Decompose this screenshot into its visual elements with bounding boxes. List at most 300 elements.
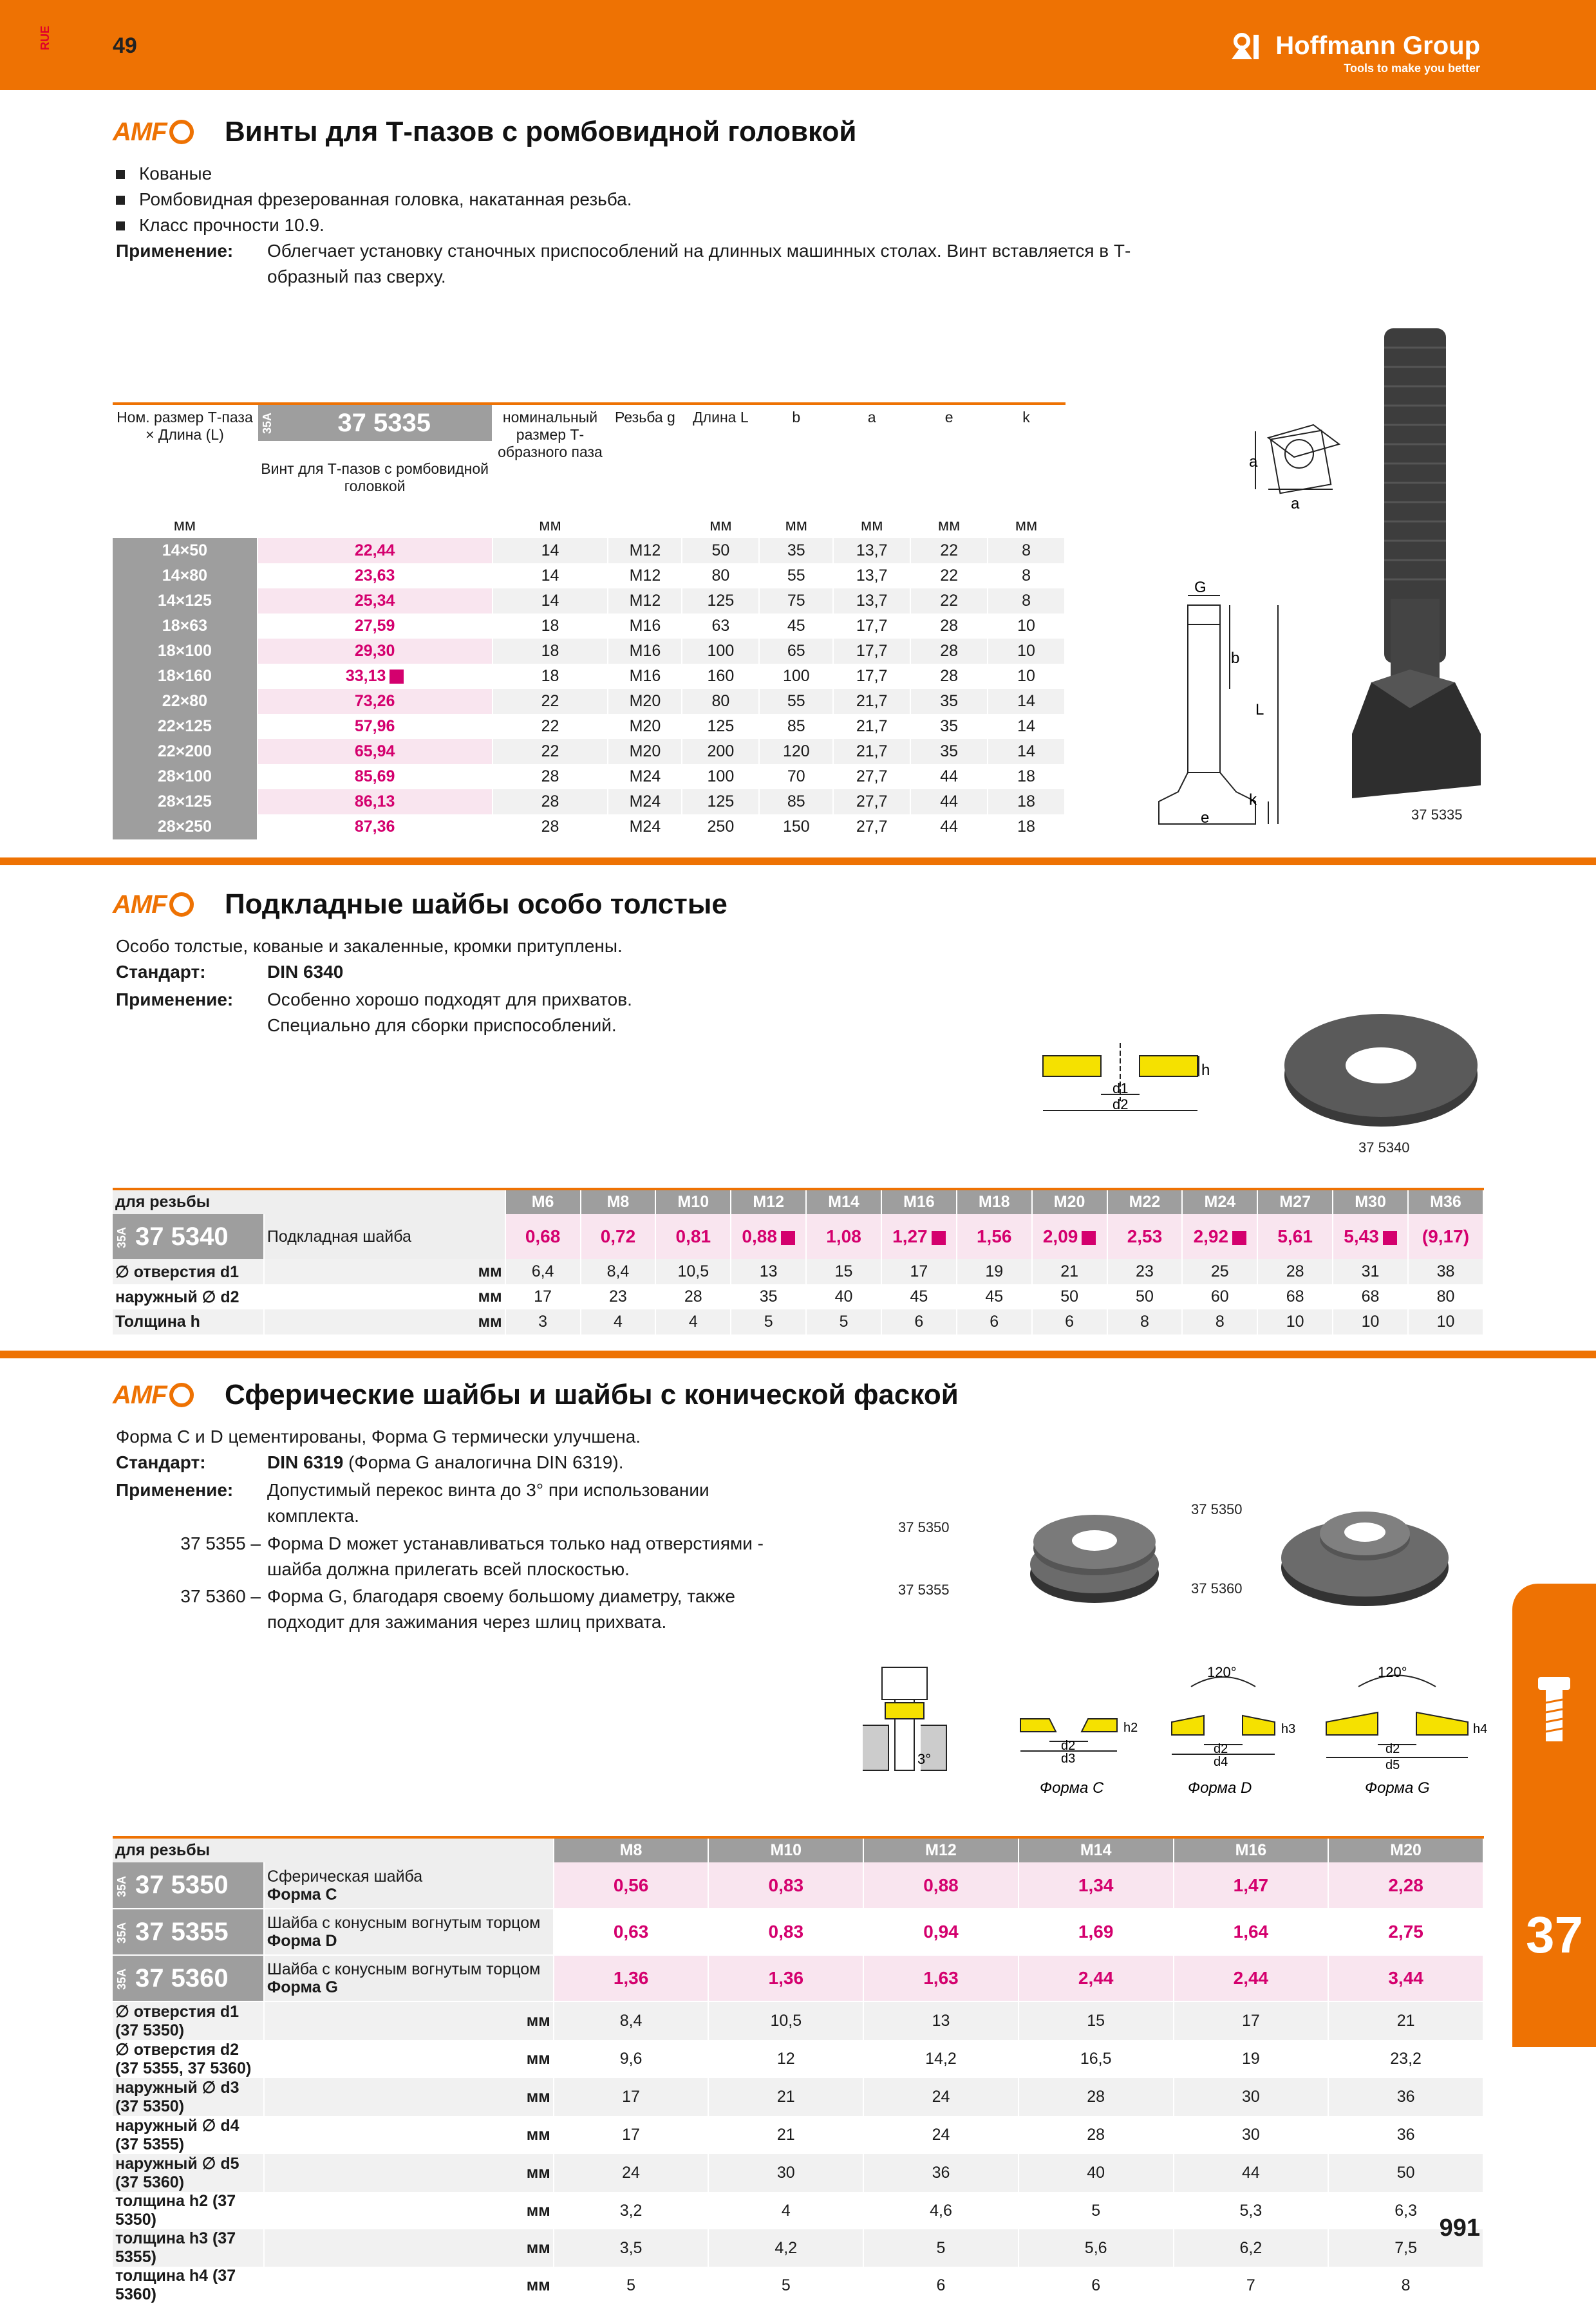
row-label: Толщина h <box>113 1309 264 1335</box>
thread-size: M12 <box>863 1837 1019 1862</box>
price-cell <box>1257 1214 1333 1259</box>
value-cell <box>910 588 988 613</box>
value-cell: 45 <box>957 1284 1032 1309</box>
svg-text:d2: d2 <box>1385 1742 1400 1756</box>
value-cell <box>910 764 988 789</box>
cell-text: M12 <box>629 567 661 585</box>
table-row <box>113 2116 1483 2154</box>
value-cell: 5 <box>1019 2192 1174 2229</box>
image-label-375340: 37 5340 <box>1358 1139 1410 1156</box>
value-cell <box>833 764 910 789</box>
cell-text: 80 <box>711 567 730 585</box>
thread-size: M10 <box>655 1189 731 1214</box>
value-cell <box>833 739 910 764</box>
value-cell: 12 <box>708 2040 863 2078</box>
price-cell <box>258 814 493 839</box>
table-row <box>113 814 1065 839</box>
section-2-standard <box>116 959 975 985</box>
thread-size: M20 <box>1328 1837 1483 1862</box>
value-cell <box>759 714 833 739</box>
size-cell <box>113 563 258 588</box>
value-cell: 14,2 <box>863 2040 1019 2078</box>
cell-text: 50 <box>711 541 730 559</box>
table-row <box>113 639 1065 664</box>
t-slot-screw-illustration <box>1152 322 1564 827</box>
dim-d2-label: d2 <box>1113 1096 1129 1112</box>
value-cell <box>682 739 759 764</box>
application-text: Допустимый перекос винта до 3° при использовании комплекта. <box>267 1480 709 1526</box>
cell-text: 14 <box>541 567 559 585</box>
dim-l-label: L <box>1255 701 1264 718</box>
header-slot: номинальный размер Т-образного паза <box>493 404 608 513</box>
value-cell: 25 <box>1182 1259 1257 1284</box>
price-cell <box>258 588 493 613</box>
value-cell <box>833 714 910 739</box>
size-cell <box>113 714 258 739</box>
value-cell <box>988 764 1065 789</box>
section-3-table <box>113 1836 1484 2304</box>
price-cell: 1,64 <box>1174 1909 1329 1955</box>
catalog-code: 35A <box>115 1227 128 1249</box>
dim-d1-label: d1 <box>1113 1080 1129 1096</box>
value-cell <box>759 689 833 714</box>
cell-text: 0,88 <box>742 1226 777 1246</box>
value-cell: 8,4 <box>581 1259 656 1284</box>
unit-cell: мм <box>833 513 910 538</box>
row-label: ∅ отверстия d2 (37 5355, 37 5360) <box>113 2040 264 2078</box>
brand-name: Hoffmann Group <box>1275 31 1480 60</box>
row-unit: мм <box>264 2267 554 2304</box>
value-cell <box>988 639 1065 664</box>
cell-text: 1,56 <box>976 1226 1012 1246</box>
value-cell: 6,2 <box>1174 2229 1329 2267</box>
cell-text: M16 <box>629 642 661 660</box>
value-cell: 40 <box>806 1284 881 1309</box>
value-cell: 6 <box>863 2267 1019 2304</box>
value-cell <box>493 639 608 664</box>
table-row <box>113 613 1065 639</box>
thread-label: для резьбы <box>113 1189 505 1214</box>
row-label: толщина h4 (37 5360) <box>113 2267 264 2304</box>
value-cell: 45 <box>881 1284 957 1309</box>
value-cell <box>910 789 988 814</box>
value-cell <box>759 563 833 588</box>
price-cell <box>258 639 493 664</box>
value-cell <box>682 714 759 739</box>
amf-logo-icon: AMF <box>113 117 209 147</box>
cell-text: 125 <box>707 792 735 810</box>
price-cell: 2,44 <box>1174 1955 1329 2001</box>
value-cell <box>988 563 1065 588</box>
value-cell: 10 <box>1408 1309 1483 1335</box>
cell-text: 14×50 <box>162 541 208 559</box>
cell-text: 0,81 <box>675 1226 711 1246</box>
row-unit: мм <box>264 1309 505 1335</box>
value-cell <box>988 664 1065 689</box>
value-cell: 50 <box>1328 2154 1483 2192</box>
dim-k-label: k <box>1249 791 1257 809</box>
hoffmann-logo-icon <box>1230 31 1269 61</box>
table-row <box>113 764 1065 789</box>
section-separator <box>0 1351 1596 1358</box>
value-cell <box>988 588 1065 613</box>
description-text: Шайба с конусным вогнутым торцом <box>267 1960 541 1978</box>
cell-text: 70 <box>787 767 805 785</box>
header-k: k <box>988 404 1065 513</box>
value-cell <box>833 689 910 714</box>
value-cell: 15 <box>806 1259 881 1284</box>
value-cell <box>910 814 988 839</box>
article-row <box>113 1955 1483 2001</box>
value-cell <box>493 764 608 789</box>
cell-text: 23,63 <box>354 567 395 585</box>
value-cell: 5 <box>731 1309 806 1335</box>
value-cell <box>493 588 608 613</box>
header-size: Ном. размер Т-паза × Длина (L) <box>113 404 258 513</box>
value-cell: 6 <box>881 1309 957 1335</box>
price-cell: 0,94 <box>863 1909 1019 1955</box>
form-c-label: Форма C <box>1040 1779 1104 1797</box>
chapter-tab[interactable] <box>1512 1584 1596 2047</box>
value-cell <box>988 814 1065 839</box>
price-cell <box>258 563 493 588</box>
cell-text: 5,61 <box>1277 1226 1313 1246</box>
cell-text: 25,34 <box>354 592 395 610</box>
cell-text: 120 <box>782 742 810 760</box>
cell-text: 100 <box>707 767 735 785</box>
cell-text: 18 <box>541 617 559 635</box>
price-cell <box>258 613 493 639</box>
price-cell: 3,44 <box>1328 1955 1483 2001</box>
cell-text: 18 <box>541 667 559 685</box>
value-cell: 5,3 <box>1174 2192 1329 2229</box>
conical-washer-photo <box>1278 1494 1452 1609</box>
description-text: Сферическая шайба <box>267 1867 423 1886</box>
thread-header-row <box>113 1189 1483 1214</box>
value-cell <box>910 739 988 764</box>
cell-text: M20 <box>629 717 661 735</box>
price-cell: 2,28 <box>1328 1862 1483 1909</box>
value-cell: 21 <box>1032 1259 1107 1284</box>
value-cell <box>759 764 833 789</box>
article-description <box>264 1909 554 1955</box>
value-cell <box>988 613 1065 639</box>
cell-text: (9,17) <box>1422 1226 1470 1246</box>
cell-text: 14 <box>1017 692 1035 710</box>
cell-text: 28 <box>940 617 958 635</box>
value-cell: 21 <box>708 2116 863 2154</box>
cell-text: 14 <box>1017 742 1035 760</box>
value-cell <box>833 538 910 563</box>
size-cell <box>113 689 258 714</box>
image-label-375335: 37 5335 <box>1411 807 1463 823</box>
image-label: 37 5355 <box>898 1582 950 1598</box>
cell-text: 8 <box>1022 541 1031 559</box>
tilt-angle-label: 3° <box>917 1751 932 1767</box>
value-cell: 15 <box>1019 2001 1174 2040</box>
value-cell: 6 <box>1032 1309 1107 1335</box>
price-cell: 1,34 <box>1019 1862 1174 1909</box>
row-unit: мм <box>264 2154 554 2192</box>
value-cell <box>910 664 988 689</box>
svg-text:d5: d5 <box>1385 1758 1400 1772</box>
section-3-standard <box>116 1450 975 1475</box>
bullet-item: Ромбовидная фрезерованная головка, накатанная резьба. <box>116 187 632 212</box>
new-item-marker-icon <box>1232 1231 1246 1245</box>
note-code: 37 5355 – <box>180 1533 261 1553</box>
value-cell <box>759 664 833 689</box>
angle-label-d: 120° <box>1207 1664 1237 1680</box>
cell-text: 22 <box>940 592 958 610</box>
table-row <box>113 1309 1483 1335</box>
value-cell: 30 <box>1174 2078 1329 2116</box>
price-cell <box>258 739 493 764</box>
value-cell: 24 <box>863 2078 1019 2116</box>
standard-text: DIN 6340 <box>267 962 344 982</box>
cell-text: 44 <box>940 767 958 785</box>
section-3-note-2 <box>116 1584 795 1635</box>
cell-text: 8 <box>1022 567 1031 585</box>
value-cell <box>988 739 1065 764</box>
header-bar <box>0 0 1596 90</box>
value-cell: 28 <box>1019 2116 1174 2154</box>
value-cell <box>493 563 608 588</box>
table-row <box>113 2192 1483 2229</box>
amf-logo-icon: AMF <box>113 1380 209 1410</box>
cell-text: 10 <box>1017 642 1035 660</box>
note-text: Форма G, благодаря своему большому диаметру, также подходит для зажимания через шлиц прихвата. <box>267 1586 735 1632</box>
standard-label: Стандарт: <box>116 962 206 982</box>
table-row <box>113 1284 1483 1309</box>
value-cell <box>910 639 988 664</box>
value-cell: 28 <box>1019 2078 1174 2116</box>
thread-size: M16 <box>1174 1837 1329 1862</box>
value-cell: 6,3 <box>1328 2192 1483 2229</box>
size-cell <box>113 814 258 839</box>
row-label: наружный ∅ d2 <box>113 1284 264 1309</box>
row-unit: мм <box>264 2116 554 2154</box>
value-cell <box>988 689 1065 714</box>
price-cell <box>1408 1214 1483 1259</box>
value-cell <box>608 639 682 664</box>
value-cell <box>988 538 1065 563</box>
header-e: e <box>910 404 988 513</box>
header-length: Длина L <box>682 404 759 513</box>
cell-text: 85,69 <box>354 767 395 785</box>
cell-text: 5,43 <box>1344 1226 1379 1246</box>
cell-text: 14×125 <box>157 592 212 610</box>
value-cell <box>682 588 759 613</box>
new-item-marker-icon <box>932 1231 946 1245</box>
value-cell <box>608 563 682 588</box>
price-cell <box>581 1214 656 1259</box>
cell-text: 87,36 <box>354 818 395 836</box>
article-cell <box>113 1955 264 2001</box>
value-cell: 5 <box>554 2267 709 2304</box>
cell-text: 18 <box>541 642 559 660</box>
row-unit: мм <box>264 1284 505 1309</box>
price-cell <box>258 664 493 689</box>
value-cell: 19 <box>1174 2040 1329 2078</box>
value-cell: 5 <box>806 1309 881 1335</box>
value-cell: 23 <box>581 1284 656 1309</box>
header-thread: Резьба g <box>608 404 682 513</box>
value-cell: 3,2 <box>554 2192 709 2229</box>
cell-text: 80 <box>711 692 730 710</box>
table-row <box>113 2154 1483 2192</box>
value-cell <box>608 613 682 639</box>
dim-h-label: h <box>1201 1062 1210 1079</box>
cell-text: 28 <box>940 642 958 660</box>
cell-text: 0,68 <box>525 1226 561 1246</box>
cell-text: 100 <box>707 642 735 660</box>
cell-text: 10 <box>1017 617 1035 635</box>
svg-text:h2: h2 <box>1123 1721 1138 1735</box>
price-cell <box>731 1214 806 1259</box>
cell-text: 35 <box>940 717 958 735</box>
article-number: 37 5350 <box>135 1871 229 1899</box>
value-cell: 5 <box>708 2267 863 2304</box>
value-cell <box>910 689 988 714</box>
value-cell: 17 <box>505 1284 581 1309</box>
svg-text:d3: d3 <box>1061 1752 1076 1766</box>
price-cell: 0,63 <box>554 1909 709 1955</box>
cell-text: 86,13 <box>354 792 395 810</box>
value-cell <box>988 789 1065 814</box>
value-cell <box>682 613 759 639</box>
value-cell <box>682 764 759 789</box>
row-label: наружный ∅ d4 (37 5355) <box>113 2116 264 2154</box>
image-label: 37 5350 <box>898 1519 950 1535</box>
cell-text: M16 <box>629 617 661 635</box>
value-cell <box>833 789 910 814</box>
thread-size: M24 <box>1182 1189 1257 1214</box>
image-label: 37 5350 <box>1191 1501 1243 1517</box>
value-cell <box>833 639 910 664</box>
price-cell <box>1032 1214 1107 1259</box>
price-cell <box>258 764 493 789</box>
angle-label-g: 120° <box>1378 1664 1407 1680</box>
value-cell <box>833 563 910 588</box>
value-cell <box>833 613 910 639</box>
section-1-application <box>116 238 1169 290</box>
cell-text: M20 <box>629 742 661 760</box>
value-cell: 3 <box>505 1309 581 1335</box>
row-label: ∅ отверстия d1 <box>113 1259 264 1284</box>
language-code: RUE <box>39 26 52 51</box>
value-cell <box>608 739 682 764</box>
new-item-marker-icon <box>781 1231 795 1245</box>
value-cell: 28 <box>655 1284 731 1309</box>
value-cell <box>759 814 833 839</box>
value-cell: 7 <box>1174 2267 1329 2304</box>
application-label: Применение: <box>116 241 234 261</box>
value-cell: 6,4 <box>505 1259 581 1284</box>
cell-text: 21,7 <box>856 717 888 735</box>
table-row <box>113 714 1065 739</box>
price-cell <box>258 689 493 714</box>
cell-text: 28 <box>541 792 559 810</box>
value-cell: 4 <box>655 1309 731 1335</box>
value-cell: 4 <box>581 1309 656 1335</box>
table-row <box>113 739 1065 764</box>
cell-text: 2,92 <box>1193 1226 1229 1246</box>
size-cell <box>113 588 258 613</box>
value-cell <box>682 563 759 588</box>
row-unit: мм <box>264 2192 554 2229</box>
catalog-code: 35A <box>115 1875 128 1897</box>
cell-text: 55 <box>787 692 805 710</box>
form-text: Форма C <box>267 1885 337 1904</box>
value-cell <box>493 538 608 563</box>
article-description: Подкладная шайба <box>264 1214 505 1259</box>
cell-text: 1,08 <box>826 1226 861 1246</box>
cell-text: 27,7 <box>856 767 888 785</box>
table-row <box>113 2078 1483 2116</box>
price-cell <box>1333 1214 1408 1259</box>
cell-text: 2,09 <box>1042 1226 1078 1246</box>
cell-text: 22 <box>541 717 559 735</box>
value-cell: 8 <box>1107 1309 1183 1335</box>
thread-size: M12 <box>731 1189 806 1214</box>
value-cell: 24 <box>863 2116 1019 2154</box>
cell-text: 27,59 <box>354 617 395 635</box>
article-description <box>264 1955 554 2001</box>
thread-header-row <box>113 1837 1483 1862</box>
bullet-item: Класс прочности 10.9. <box>116 212 632 238</box>
price-cell: 1,47 <box>1174 1862 1329 1909</box>
size-cell <box>113 639 258 664</box>
article-cell <box>113 1214 264 1259</box>
thread-size: M22 <box>1107 1189 1183 1214</box>
section-2-application <box>116 987 718 1038</box>
price-cell <box>1107 1214 1183 1259</box>
cell-text: 44 <box>940 792 958 810</box>
cell-text: 18 <box>1017 818 1035 836</box>
value-cell: 36 <box>863 2154 1019 2192</box>
cell-text: 18×160 <box>157 667 212 685</box>
value-cell <box>608 664 682 689</box>
cell-text: 65,94 <box>354 742 395 760</box>
value-cell <box>988 714 1065 739</box>
table-row <box>113 689 1065 714</box>
row-unit: мм <box>264 2040 554 2078</box>
value-cell: 44 <box>1174 2154 1329 2192</box>
value-cell <box>608 789 682 814</box>
dim-a2-label: a <box>1291 495 1300 512</box>
price-cell: 2,44 <box>1019 1955 1174 2001</box>
value-cell <box>910 538 988 563</box>
svg-text:d2: d2 <box>1214 1742 1228 1756</box>
value-cell <box>833 664 910 689</box>
cell-text: 28 <box>541 767 559 785</box>
article-number: 37 5340 <box>135 1222 229 1251</box>
unit-cell: мм <box>682 513 759 538</box>
page-number-bottom: 991 <box>1439 2215 1480 2242</box>
application-text: Особенно хорошо подходят для прихватов. Специально для сборки приспособлений. <box>267 989 632 1035</box>
note-text: Форма D может устанавливаться только над отверстиями - шайба должна прилегать всей плоскостью. <box>267 1533 764 1579</box>
price-cell <box>881 1214 957 1259</box>
note-code: 37 5360 – <box>180 1586 261 1606</box>
cell-text: 14×80 <box>162 567 208 585</box>
section-1-table <box>113 402 1066 839</box>
article-row <box>113 1862 1483 1909</box>
value-cell: 30 <box>708 2154 863 2192</box>
screw-icon <box>1532 1674 1577 1745</box>
row-unit: мм <box>264 2229 554 2267</box>
cell-text: M24 <box>629 792 661 810</box>
table-row <box>113 2001 1483 2040</box>
